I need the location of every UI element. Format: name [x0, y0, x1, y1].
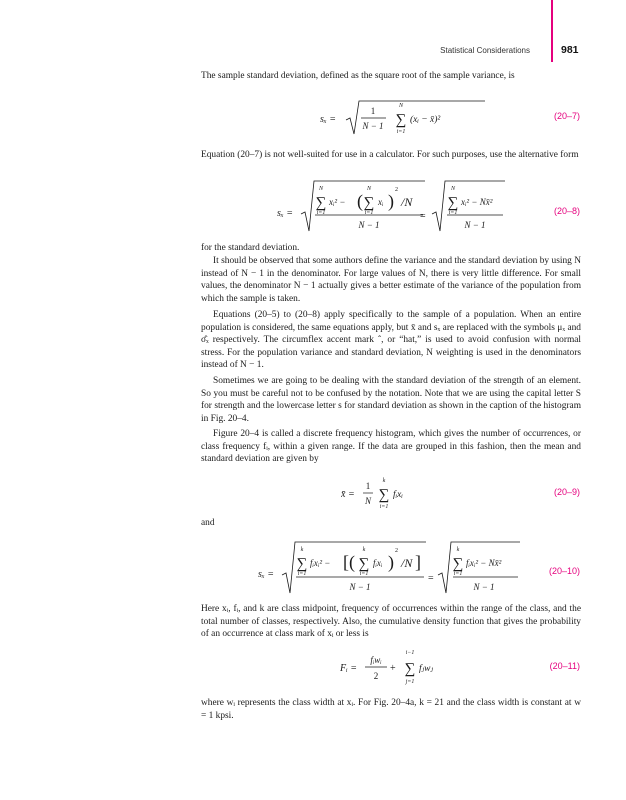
- paragraph-and: and: [201, 518, 215, 528]
- page-number: 981: [561, 44, 579, 56]
- eq9-sum-top: k: [382, 478, 386, 484]
- equation-20-9: [341, 473, 441, 518]
- eq8-sum1-top: N: [318, 186, 324, 192]
- eq10-equals: =: [428, 573, 434, 584]
- eq10-lhs: sₓ =: [258, 569, 274, 580]
- eq11-frac-num: fᵢwᵢ: [370, 655, 382, 665]
- paragraph-alternative-form: Equation (20–7) is not well-suited for use in a calculator. For such purposes, use the alternative form: [201, 150, 579, 160]
- eq7-frac-den: N − 1: [362, 121, 384, 131]
- eq10-part-b: fᵢxᵢ: [373, 558, 383, 568]
- equation-number-20-11: (20–11): [549, 661, 580, 671]
- eq7-lhs: sₓ =: [320, 114, 336, 125]
- sum-icon: ∑: [296, 556, 308, 572]
- eq8-equals: =: [420, 211, 426, 222]
- eq11-plus: +: [390, 663, 396, 674]
- sum-icon: ∑: [395, 112, 407, 128]
- eq8-sum3-bot: i=1: [448, 210, 458, 216]
- eq11-frac-den: 2: [373, 671, 379, 681]
- eq10-sum2-top: k: [362, 547, 366, 553]
- running-title: Statistical Considerations: [440, 46, 530, 55]
- eq11-lhs: Fᵢ =: [340, 663, 357, 674]
- eq10-rhs-den: N − 1: [473, 582, 495, 592]
- sum-icon: ∑: [358, 556, 370, 572]
- eq11-summand: fⱼwⱼ: [419, 664, 433, 674]
- eq8-den: N − 1: [358, 220, 380, 230]
- equation-20-7: [320, 98, 490, 143]
- eq8-lhs: sₓ =: [277, 208, 293, 219]
- eq8-sum2-bot: i=1: [364, 210, 374, 216]
- paragraph-histogram: Figure 20–4 is called a discrete frequency histogram, which gives the number of occurrences, or class frequency fᵢ, within a given range. If the data are grouped in this fashion, then the mean and standard deviation are given by: [201, 429, 581, 465]
- paragraph-n-weighting: It should be observed that some authors define the variance and the standard deviation by using N instead of N − 1 in the denominator. For large values of N, there is very little difference. For small values, the denominator N − 1 actually gives a better estimate of the variance of the population from which the sample is taken.: [201, 256, 581, 304]
- eq9-sum-bot: i=1: [379, 504, 389, 510]
- eq10-sum3-bot: i=1: [453, 571, 463, 577]
- eq8-part-a: xᵢ² −: [329, 197, 346, 207]
- eq8-part-c: /N: [401, 195, 413, 209]
- equation-number-20-8: (20–8): [553, 206, 580, 216]
- header-accent-rule: [551, 0, 553, 62]
- paren-left-icon: (: [357, 191, 363, 211]
- eq10-sum1-bot: i=1: [297, 571, 307, 577]
- eq9-frac-num: 1: [365, 481, 371, 491]
- eq7-sum-top: N: [398, 103, 404, 109]
- eq10-sum1-top: k: [300, 547, 304, 553]
- eq10-sum3-top: k: [456, 547, 460, 553]
- sum-icon: ∑: [404, 661, 416, 677]
- equation-number-20-7: (20–7): [553, 111, 580, 121]
- eq8-exp: 2: [395, 187, 398, 193]
- eq9-summand: fᵢxᵢ: [393, 490, 403, 500]
- eq10-den: N − 1: [349, 582, 371, 592]
- eq8-rhs-num: xᵢ² − Nx̄²: [461, 197, 493, 207]
- eq10-part-c: /N: [401, 556, 413, 570]
- sum-icon: ∑: [452, 556, 464, 572]
- paren-right-icon: ): [388, 552, 394, 572]
- paren-right-icon: ): [388, 191, 394, 211]
- paragraph-intro: The sample standard deviation, defined as the square root of the sample variance, is: [201, 71, 515, 81]
- paragraph-class-width: where wᵢ represents the class width at xᵢ. For Fig. 20–4a, k = 21 and the class width is constant at w = 1 kpsi.: [201, 698, 581, 721]
- paragraph-population: Equations (20–5) to (20–8) apply specifically to the sample of a population. When an entire population is considered, the same equations apply, but x̄ and sₓ are replaced with the symbols μₓ and σ̂ₓ respectively. The circumflex accent mark ˆ, or “hat,” is used to avoid confusion with normal stress. For the population variance and standard deviation, N weighting is used in the denominators instead of N − 1.: [201, 310, 581, 371]
- eq10-sum2-bot: i=1: [359, 571, 369, 577]
- bracket-left-icon: [(: [343, 552, 355, 572]
- eq10-rhs-num: fᵢxᵢ² − Nx̄²: [466, 558, 502, 568]
- eq8-sum2-top: N: [366, 186, 372, 192]
- eq7-sum-bot: i=1: [396, 129, 406, 135]
- eq11-sum-top: i−1: [405, 650, 415, 656]
- bracket-right-icon: ]: [415, 552, 421, 572]
- equation-20-11: [340, 645, 460, 694]
- eq10-part-a: fᵢxᵢ² −: [310, 558, 331, 568]
- paragraph-strength-notation: Sometimes we are going to be dealing with the standard deviation of the strength of an element. So you must be careful not to be confused by the notation. Note that we are using the capital letter S for strength and the lowercase letter s for standard deviation as shown in the caption of the histogram in Fig. 20–4.: [201, 376, 581, 424]
- equation-20-8: [277, 178, 537, 239]
- eq8-part-b: xᵢ: [378, 197, 384, 207]
- sum-icon: ∑: [378, 487, 390, 503]
- eq8-rhs-den: N − 1: [464, 220, 486, 230]
- equation-number-20-10: (20–10): [548, 566, 580, 576]
- sum-icon: ∑: [447, 195, 459, 211]
- eq7-frac-num: 1: [370, 106, 376, 116]
- paragraph-class-midpoint: Here xᵢ, fᵢ, and k are class midpoint, frequency of occurrences within the range of the class, and the total number of classes, respectively. Also, the cumulative density function that gives the probability of an occurrence at class mark of xᵢ or less is: [201, 604, 581, 640]
- eq10-exp: 2: [395, 548, 398, 554]
- eq11-sum-bot: j=1: [405, 679, 415, 685]
- eq9-frac-den: N: [364, 496, 372, 506]
- sum-icon: ∑: [363, 195, 375, 211]
- equation-number-20-9: (20–9): [553, 487, 580, 497]
- paragraph-for-std-dev: for the standard deviation.: [201, 243, 300, 253]
- sum-icon: ∑: [315, 195, 327, 211]
- equation-20-10: [258, 539, 538, 602]
- eq8-sum1-bot: i=1: [316, 210, 326, 216]
- eq9-lhs: x̄ =: [341, 489, 355, 500]
- eq7-summand: (xᵢ − x̄)²: [410, 115, 441, 125]
- eq8-sum3-top: N: [450, 186, 456, 192]
